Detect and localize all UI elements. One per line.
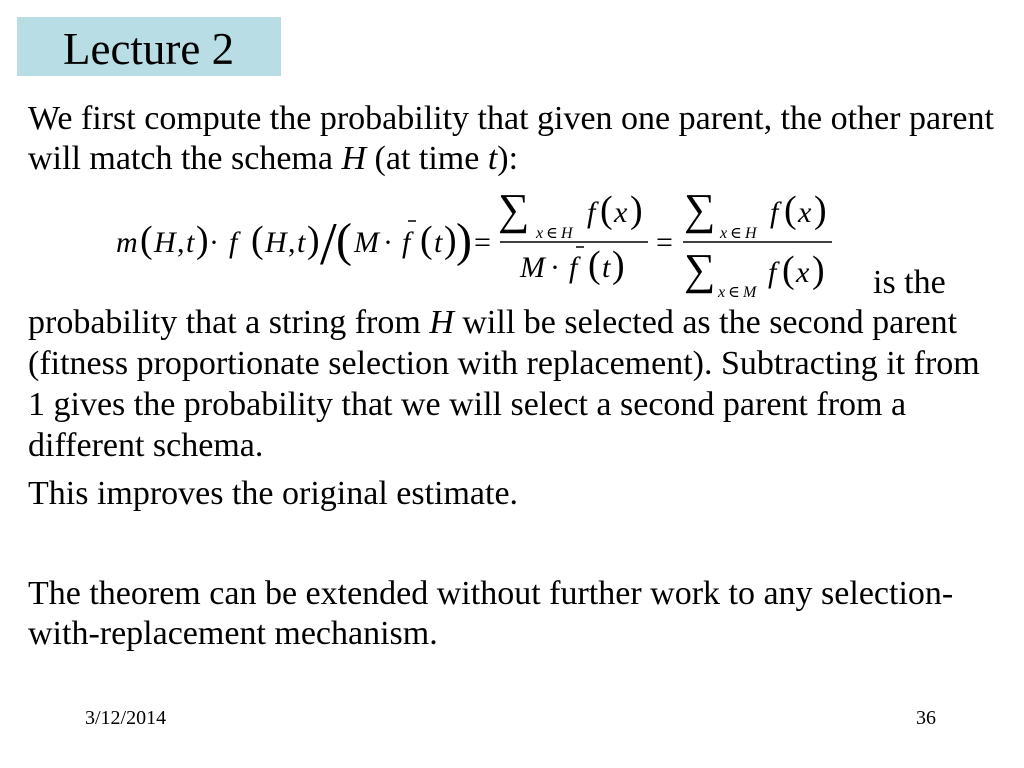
line-text: probability that a string from	[28, 304, 430, 341]
paren-close: )	[196, 219, 209, 261]
var-t: t	[434, 226, 443, 259]
function-f: f	[770, 196, 779, 229]
var-H: H	[154, 226, 176, 259]
schema-probability-formula	[100, 180, 850, 305]
slide-title: Lecture 2	[63, 24, 235, 74]
equals-sign: =	[656, 226, 673, 259]
paren-close: )	[812, 249, 825, 291]
paren-open: (	[251, 219, 264, 261]
sum-symbol: ∑	[684, 185, 716, 234]
body-line-7: This improves the original estimate.	[28, 475, 519, 512]
paren-open: (	[420, 219, 433, 261]
line-text: will be selected as the second parent	[453, 304, 958, 341]
body-line-3	[28, 303, 957, 343]
var-H: H	[265, 226, 287, 259]
paren-close: )	[814, 189, 827, 231]
schema-symbol: H	[341, 140, 367, 177]
body-line-6: different schema.	[28, 427, 264, 464]
paren-open: (	[784, 189, 797, 231]
sum-symbol: ∑	[498, 185, 530, 234]
body-line-2	[28, 139, 518, 179]
var-t: t	[602, 251, 611, 284]
mean-fitness-f: f	[569, 251, 578, 284]
var-M: M	[520, 251, 545, 284]
body-line-5: 1 gives the probability that we will select a second parent from a	[28, 386, 907, 423]
mean-fitness-f: f	[402, 226, 411, 259]
paren-close: )	[307, 219, 320, 261]
paren-open: (	[588, 244, 601, 286]
function-f: f	[229, 226, 238, 259]
sum-subscript: x∈H	[720, 225, 760, 242]
var-m: m	[116, 226, 138, 259]
paren-close: )	[630, 189, 643, 231]
big-paren-open: (	[336, 214, 352, 267]
line-text: will match the schema	[28, 140, 342, 177]
title-box	[17, 17, 281, 76]
comma: ,	[288, 226, 296, 259]
var-x: x	[798, 196, 812, 229]
fraction-1	[498, 185, 648, 286]
function-f: f	[768, 256, 777, 289]
big-paren-close: )	[456, 214, 472, 267]
var-x: x	[614, 196, 628, 229]
comma: ,	[177, 226, 185, 259]
body-line-4: (fitness proportionate selection with replacement). Subtracting it from	[28, 345, 980, 382]
after-formula-text: is the	[873, 264, 946, 301]
paren-open: (	[140, 219, 153, 261]
paren-open: (	[600, 189, 613, 231]
paren-close: )	[612, 244, 625, 286]
dot-operator: ·	[550, 251, 560, 284]
var-t: t	[186, 226, 195, 259]
time-symbol: t	[487, 140, 498, 177]
dot-operator: ·	[209, 226, 219, 259]
formula-lhs	[116, 211, 491, 277]
footer-date: 3/12/2014	[85, 707, 167, 729]
body-line-9: with-replacement mechanism.	[28, 615, 438, 652]
schema-symbol: H	[429, 304, 454, 341]
sum-subscript: x∈H	[536, 225, 576, 242]
slide-number: 36	[916, 707, 936, 729]
dot-operator: ·	[383, 226, 393, 259]
paren-close: )	[444, 219, 457, 261]
line-text: (at time	[366, 140, 488, 177]
line-text: ):	[497, 140, 519, 177]
body-line-8: The theorem can be extended without further work to any selection-	[28, 575, 954, 612]
function-f: f	[587, 196, 596, 229]
paren-open: (	[782, 249, 795, 291]
sum-symbol: ∑	[684, 245, 716, 294]
sum-subscript: x∈M	[718, 284, 760, 301]
equals-sign: =	[474, 226, 491, 259]
division-slash: /	[320, 211, 337, 277]
var-M: M	[354, 226, 379, 259]
fraction-2	[683, 185, 832, 301]
var-x: x	[796, 256, 810, 289]
var-t: t	[297, 226, 306, 259]
body-line-1: We first compute the probability that given one parent, the other parent	[28, 100, 994, 137]
